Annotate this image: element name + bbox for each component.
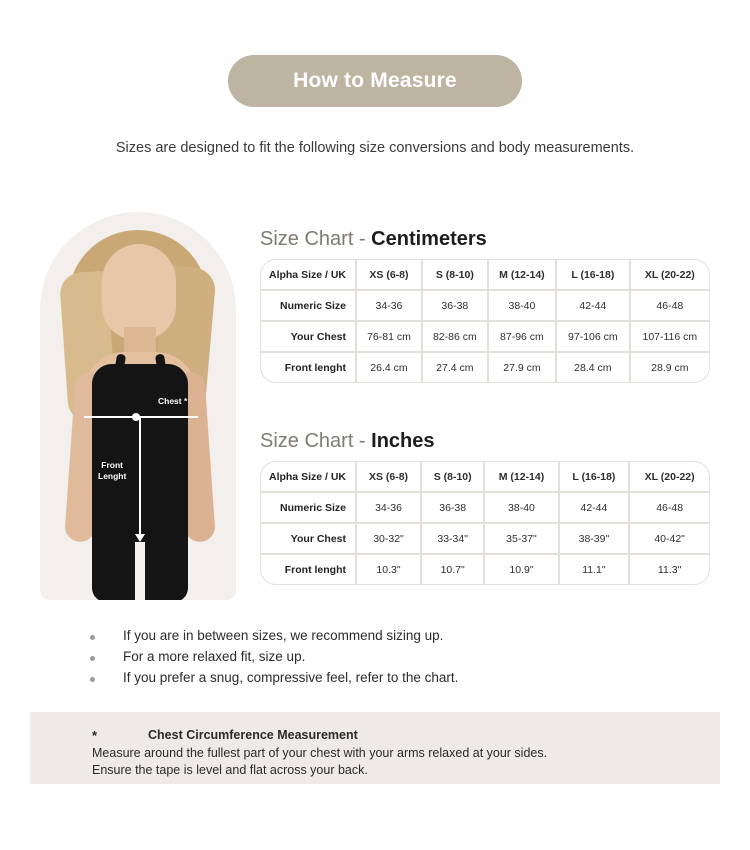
table-cell: 82-86 cm bbox=[422, 321, 488, 352]
table-cell: 40-42" bbox=[629, 523, 710, 554]
table-cell: 10.7" bbox=[421, 554, 484, 585]
table-cell: 33-34" bbox=[421, 523, 484, 554]
row-label: Your Chest bbox=[260, 523, 356, 554]
bullet-icon bbox=[90, 656, 95, 661]
table-cell: 10.9" bbox=[484, 554, 558, 585]
sizing-notes-list bbox=[90, 628, 690, 691]
table-row bbox=[260, 523, 710, 554]
footnote-line-1: Measure around the fullest part of your chest with your arms relaxed at your sides. bbox=[92, 746, 548, 760]
footnote-panel bbox=[30, 712, 720, 784]
table-cell: 28.4 cm bbox=[556, 352, 630, 383]
table-row bbox=[260, 290, 710, 321]
size-chart-cm-table bbox=[260, 259, 710, 383]
table-cell: 28.9 cm bbox=[630, 352, 710, 383]
table-row bbox=[260, 461, 710, 492]
bullet-icon bbox=[90, 677, 95, 682]
table-cell: 34-36 bbox=[356, 492, 421, 523]
table-cell: 11.3" bbox=[629, 554, 710, 585]
page-title-pill bbox=[228, 55, 522, 107]
table-cell: 27.4 cm bbox=[422, 352, 488, 383]
front-length-measure-label bbox=[98, 460, 126, 482]
table-cell: 30-32" bbox=[356, 523, 421, 554]
table-cell: 38-40 bbox=[488, 290, 556, 321]
face-shape bbox=[102, 244, 176, 340]
front-length-label-line1: Front bbox=[101, 460, 124, 470]
table-cell: XS (6-8) bbox=[356, 461, 421, 492]
row-label: Numeric Size bbox=[260, 492, 356, 523]
table-cell: XL (20-22) bbox=[629, 461, 710, 492]
table-cell: 36-38 bbox=[422, 290, 488, 321]
front-length-label-line2: Lenght bbox=[98, 471, 127, 481]
table-cell: L (16-18) bbox=[559, 461, 630, 492]
table-row bbox=[260, 554, 710, 585]
model-photo-background bbox=[40, 212, 236, 600]
row-label: Alpha Size / UK bbox=[260, 461, 356, 492]
footnote-line-2: Ensure the tape is level and flat across your back. bbox=[92, 763, 368, 777]
table-row bbox=[260, 352, 710, 383]
note-text: If you prefer a snug, compressive feel, refer to the chart. bbox=[123, 670, 459, 685]
table-cell: 10.3" bbox=[356, 554, 421, 585]
size-chart-cm-heading bbox=[260, 228, 487, 251]
table-cell: 11.1" bbox=[559, 554, 630, 585]
table-cell: 87-96 cm bbox=[488, 321, 556, 352]
table-cell: 42-44 bbox=[559, 492, 630, 523]
page-subtitle: Sizes are designed to fit the following size conversions and body measurements. bbox=[115, 140, 635, 156]
footnote-title: Chest Circumference Measurement bbox=[148, 728, 358, 742]
list-item bbox=[90, 628, 690, 643]
table-cell: 36-38 bbox=[421, 492, 484, 523]
table-row bbox=[260, 492, 710, 523]
row-label: Numeric Size bbox=[260, 290, 356, 321]
table-cell: 38-40 bbox=[484, 492, 558, 523]
row-label: Your Chest bbox=[260, 321, 356, 352]
page-title: How to Measure bbox=[293, 69, 457, 92]
bullet-icon bbox=[90, 635, 95, 640]
table-cell: S (8-10) bbox=[421, 461, 484, 492]
table-cell: 97-106 cm bbox=[556, 321, 630, 352]
model-photo bbox=[40, 212, 236, 600]
table-cell: XS (6-8) bbox=[356, 259, 422, 290]
list-item bbox=[90, 649, 690, 664]
table-cell: 26.4 cm bbox=[356, 352, 422, 383]
size-chart-in-table bbox=[260, 461, 710, 585]
table-cell: 42-44 bbox=[556, 290, 630, 321]
size-chart-cm-heading-unit: Centimeters bbox=[371, 228, 487, 250]
chest-measure-label: Chest * bbox=[158, 396, 188, 406]
size-chart-in-heading bbox=[260, 430, 435, 453]
table-cell: 46-48 bbox=[630, 290, 710, 321]
table-cell: M (12-14) bbox=[484, 461, 558, 492]
list-item bbox=[90, 670, 690, 685]
chest-measure-line bbox=[84, 416, 198, 418]
garment-slit-shape bbox=[135, 542, 145, 600]
table-row bbox=[260, 259, 710, 290]
table-cell: M (12-14) bbox=[488, 259, 556, 290]
size-chart-cm-heading-prefix: Size Chart - bbox=[260, 228, 372, 250]
front-length-measure-line bbox=[139, 418, 141, 538]
row-label: Front lenght bbox=[260, 554, 356, 585]
size-chart-in-heading-prefix: Size Chart - bbox=[260, 430, 372, 452]
table-cell: 107-116 cm bbox=[630, 321, 710, 352]
table-cell: S (8-10) bbox=[422, 259, 488, 290]
table-cell: 46-48 bbox=[629, 492, 710, 523]
note-text: If you are in between sizes, we recommend sizing up. bbox=[123, 628, 444, 643]
table-cell: XL (20-22) bbox=[630, 259, 710, 290]
row-label: Front lenght bbox=[260, 352, 356, 383]
note-text: For a more relaxed fit, size up. bbox=[123, 649, 306, 664]
table-cell: 76-81 cm bbox=[356, 321, 422, 352]
table-cell: L (16-18) bbox=[556, 259, 630, 290]
table-cell: 35-37" bbox=[484, 523, 558, 554]
row-label: Alpha Size / UK bbox=[260, 259, 356, 290]
table-row bbox=[260, 321, 710, 352]
table-cell: 34-36 bbox=[356, 290, 422, 321]
size-chart-in-heading-unit: Inches bbox=[371, 430, 435, 452]
table-cell: 27.9 cm bbox=[488, 352, 556, 383]
table-cell: 38-39" bbox=[559, 523, 630, 554]
footnote-star: * bbox=[92, 728, 98, 743]
